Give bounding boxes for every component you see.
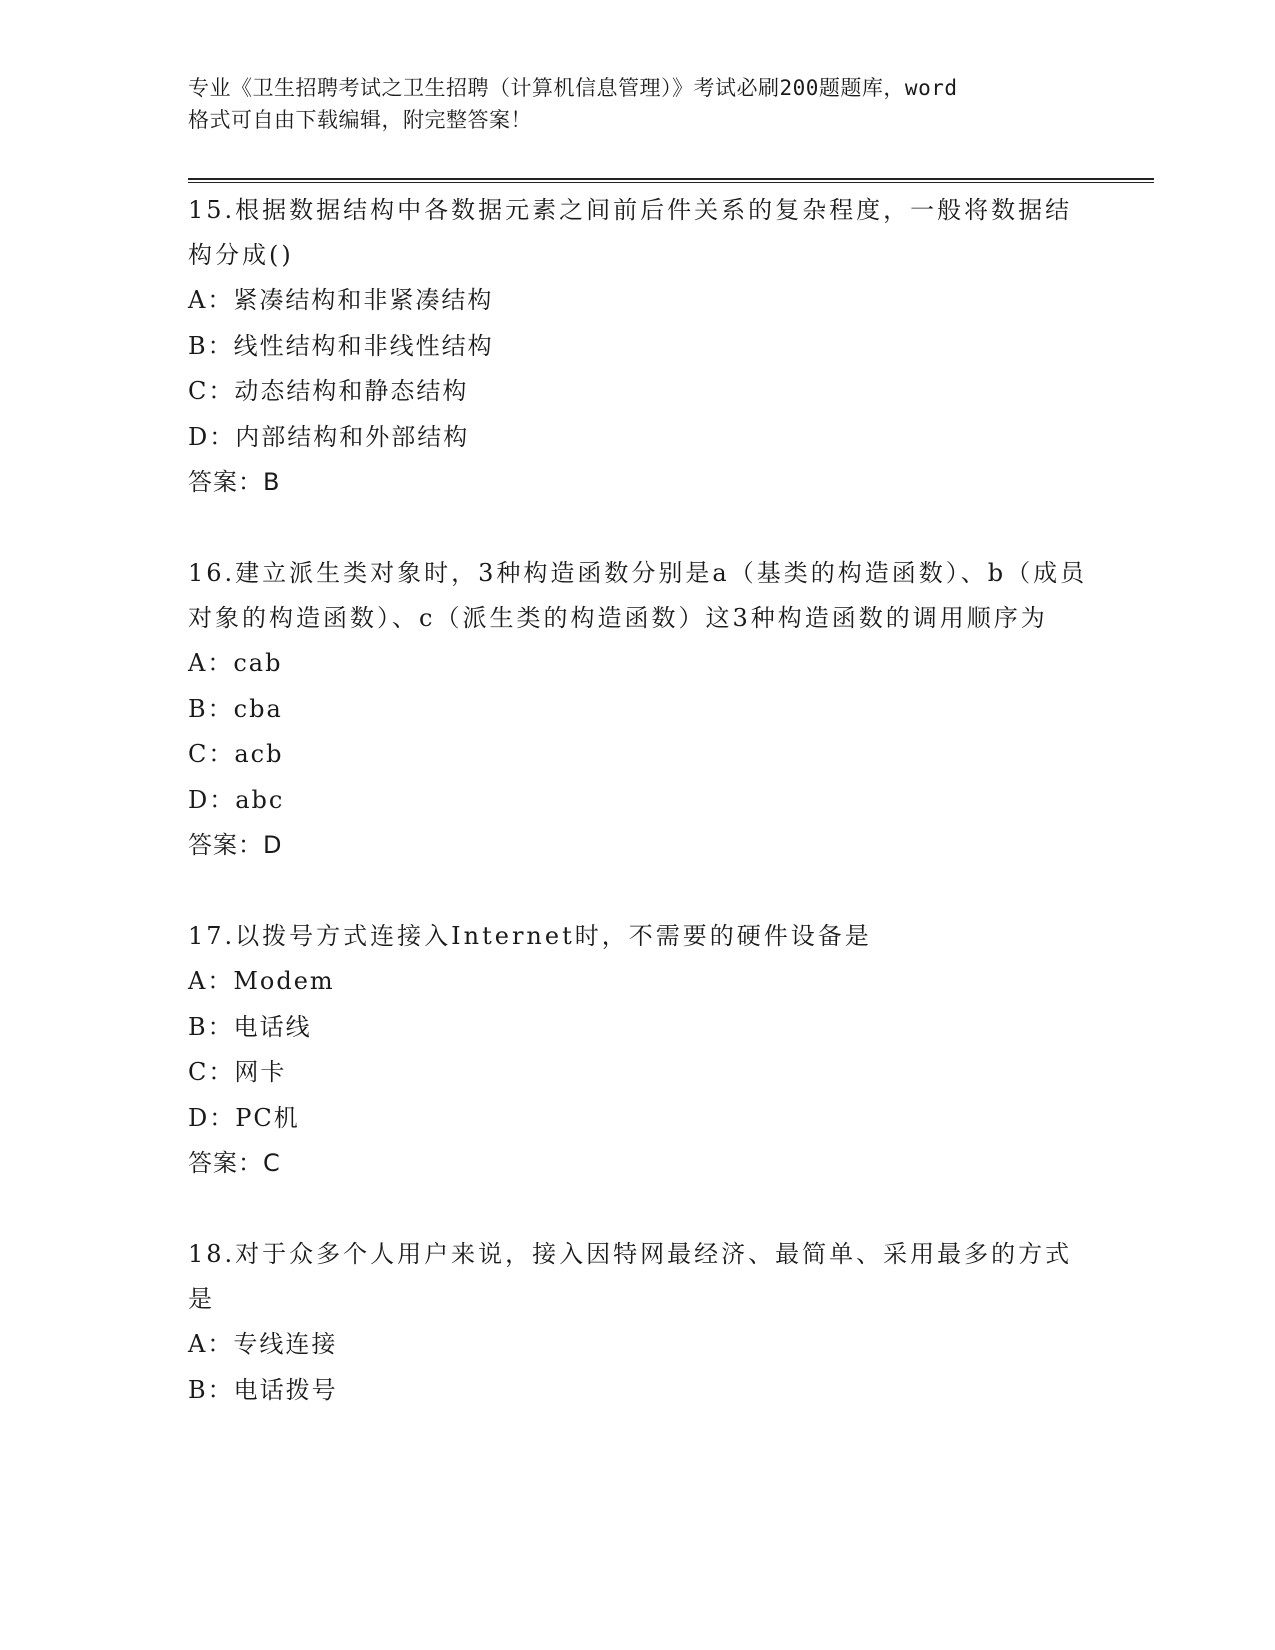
- option-d: D：PC机: [188, 1103, 300, 1132]
- question-stem: 18.对于众多个人用户来说，接入因特网最经济、最简单、采用最多的方式是: [188, 1240, 1073, 1313]
- question-stem: 15.根据数据结构中各数据元素之间前后件关系的复杂程度，一般将数据结构分成(): [188, 196, 1073, 269]
- option-a: A：cab: [188, 649, 283, 677]
- option-a: A：Modem: [188, 967, 335, 995]
- option-c: C：acb: [188, 740, 284, 768]
- option-d: D：abc: [188, 785, 285, 814]
- answer: 答案：D: [188, 831, 283, 859]
- answer: 答案：B: [188, 468, 281, 496]
- header-line-2: 格式可自由下载编辑，附完整答案！: [188, 108, 532, 132]
- question-16: [188, 551, 1088, 868]
- option-b: B：cba: [188, 694, 283, 723]
- option-c: C：动态结构和静态结构: [188, 377, 469, 405]
- answer: 答案：C: [188, 1149, 281, 1177]
- option-b: B：电话拨号: [188, 1375, 338, 1404]
- question-stem: 16.建立派生类对象时，3种构造函数分别是a（基类的构造函数）、b（成员对象的构造函数）、c（派生类的构造函数）这3种构造函数的调用顺序为: [188, 559, 1088, 632]
- option-b: B：线性结构和非线性结构: [188, 331, 494, 360]
- option-c: C：网卡: [188, 1058, 287, 1086]
- header-divider: [188, 178, 1154, 183]
- header-line-1: 专业《卫生招聘考试之卫生招聘（计算机信息管理）》考试必刷200题题库，word: [188, 76, 958, 100]
- question-15: [188, 188, 1088, 505]
- document-header: [188, 72, 1088, 136]
- option-a: A：紧凑结构和非紧凑结构: [188, 286, 494, 314]
- question-stem: 17.以拨号方式连接入Internet时，不需要的硬件设备是: [188, 922, 872, 950]
- option-b: B：电话线: [188, 1012, 312, 1041]
- question-18: [188, 1232, 1088, 1413]
- option-a: A：专线连接: [188, 1330, 338, 1358]
- option-d: D：内部结构和外部结构: [188, 422, 470, 451]
- question-list: [188, 188, 1088, 1459]
- question-17: [188, 914, 1088, 1186]
